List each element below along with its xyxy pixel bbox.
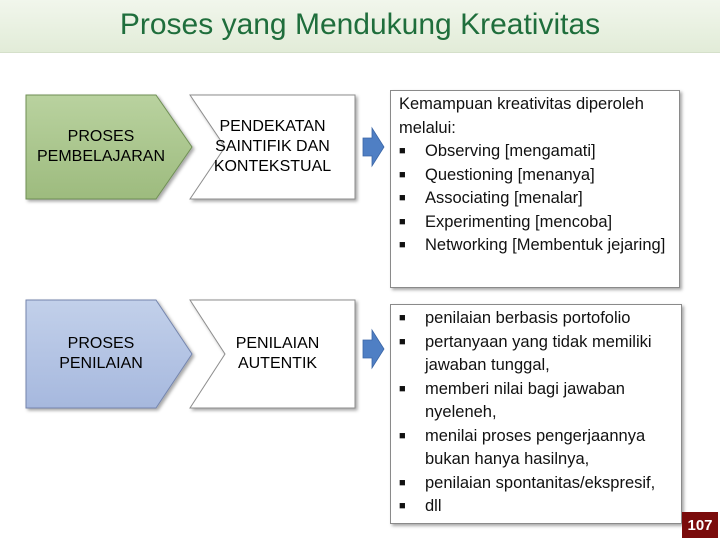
arrow-right-icon [363,330,384,368]
list-item: ■ pertanyaan yang tidak memiliki jawaban tunggal, [399,331,673,378]
list-item: ■ menilai proses pengerjaannya bukan hanya hasilnya, [399,425,673,472]
list-item: ■ Observing [mengamati] [399,140,671,164]
list-item: ■ penilaian berbasis portofolio [399,307,673,331]
list-item: ■ Associating [menalar] [399,187,671,211]
list-item: ■ memberi nilai bagi jawaban nyeleneh, [399,378,673,425]
assessment-box [390,304,682,524]
arrow-right-icon [363,128,384,166]
list-item: ■ dll [399,495,673,519]
learning-abilities-box [390,90,680,288]
list-item: ■ penilaian spontanitas/ekspresif, [399,472,673,496]
page-number-badge: 107 [682,512,718,538]
assessment-list [399,307,673,519]
slide-title: Proses yang Mendukung Kreativitas [119,8,601,41]
approach-saintifik-label: PENDEKATAN SAINTIFIK DAN KONTEKSTUAL [213,118,332,175]
approach-autentik-label: PENILAIAN AUTENTIK [235,335,320,372]
list-item: ■ Experimenting [mencoba] [399,211,671,235]
process-penilaian-label: PROSES PENILAIAN [59,335,143,372]
process-pembelajaran-label: PROSES PEMBELAJARAN [36,128,166,165]
abilities-list [399,140,671,258]
list-item: ■ Networking [Membentuk jejaring] [399,234,671,258]
list-item: ■ Questioning [menanya] [399,164,671,188]
abilities-intro: Kemampuan kreativitas diperoleh melalui: [399,95,644,137]
